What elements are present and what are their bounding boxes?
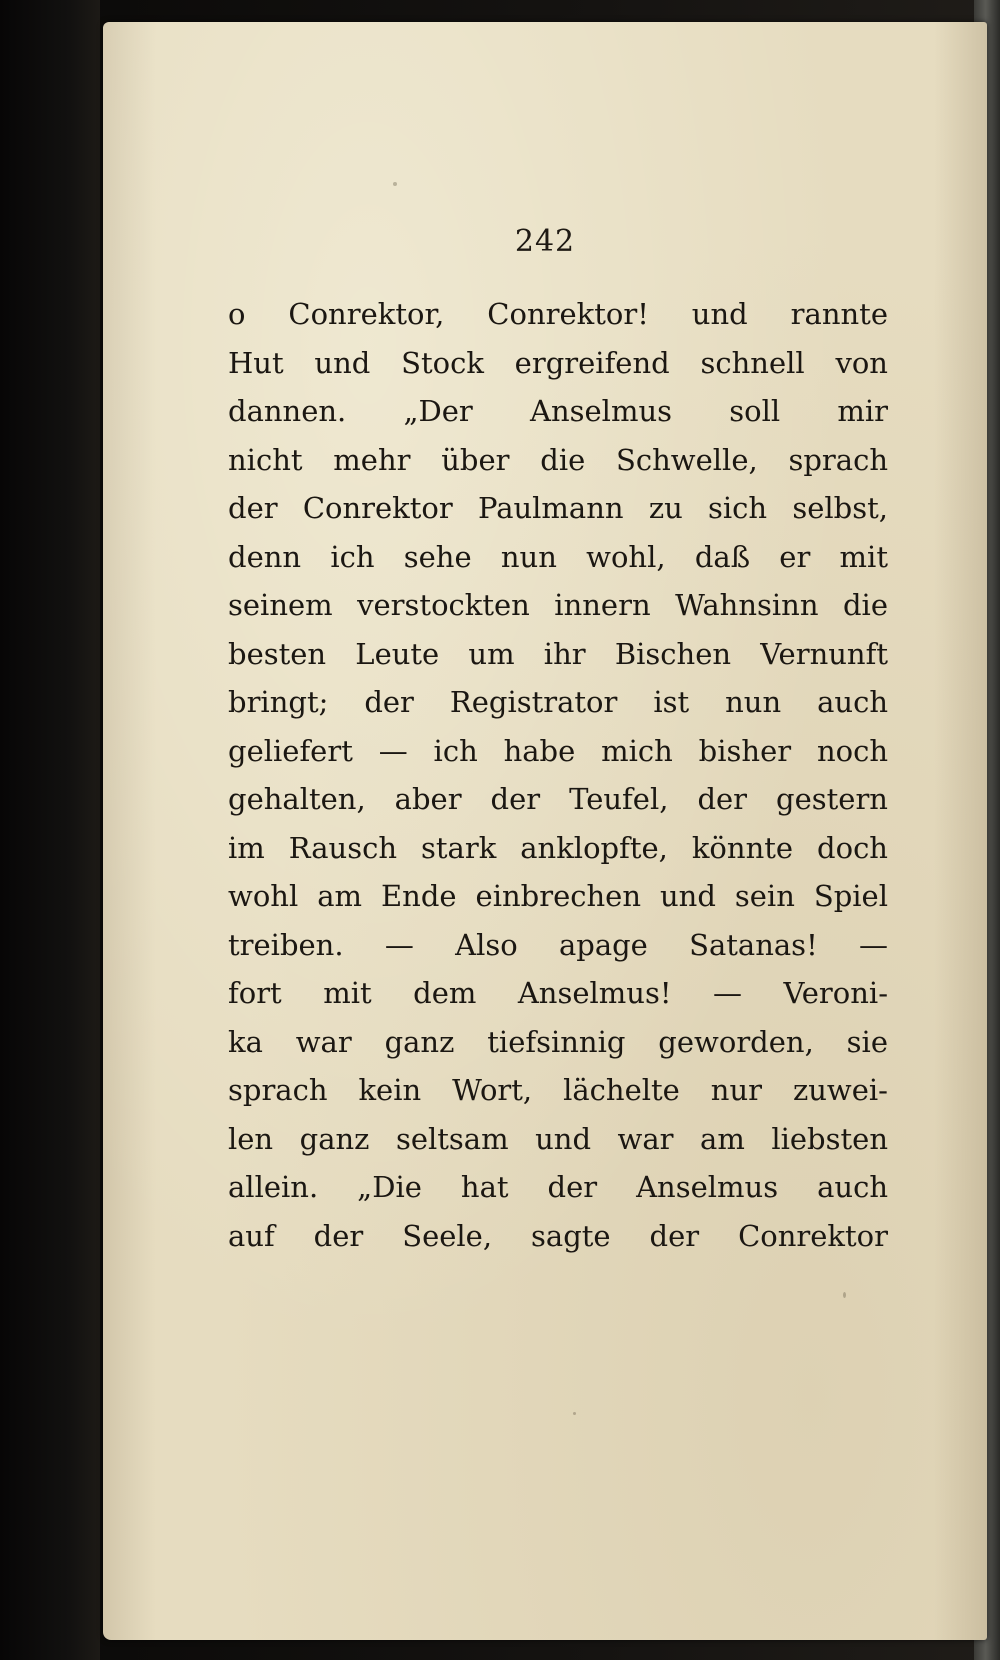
text-line: fort mit dem Anselmus! — Veroni- [228,976,888,1010]
paper-speck [843,1292,846,1298]
text-line: geliefert — ich habe mich bisher noch [228,733,888,768]
text-line: dannen. „Der Anselmus soll mir [228,394,888,428]
text-line: gehalten, aber der Teufel, der gestern [228,782,888,816]
text-line: denn ich sehe nun wohl, daß er mit [228,539,888,574]
body-text [228,290,888,1260]
text-line: sprach kein Wort, lächelte nur zuwei- [228,1073,888,1107]
text-line: der Conrektor Paulmann zu sich selbst, [228,491,888,525]
text-line: besten Leute um ihr Bischen Vernunft [228,636,888,671]
text-line: o Conrektor, Conrektor! und rannte [228,297,888,331]
text-line: Hut und Stock ergreifend schnell von [228,345,888,380]
book-spine-shadow [0,0,100,1660]
text-line: allein. „Die hat der Anselmus auch [228,1170,888,1204]
paper-speck [393,182,397,186]
text-line: im Rausch stark anklopfte, könnte doch [228,830,888,865]
text-line: treiben. — Also apage Satanas! — [228,927,888,962]
paper-speck [573,1412,576,1415]
text-line: bringt; der Registrator ist nun auch [228,685,888,719]
page-number: 242 [514,224,576,259]
text-line: ka war ganz tiefsinnig geworden, sie [228,1024,888,1059]
text-line: seinem verstockten innern Wahnsinn die [228,588,888,622]
text-line: len ganz seltsam und war am liebsten [228,1121,888,1156]
text-line: auf der Seele, sagte der Conrektor [228,1218,888,1253]
text-line: nicht mehr über die Schwelle, sprach [228,442,888,477]
text-line: wohl am Ende einbrechen und sein Spiel [228,879,888,913]
